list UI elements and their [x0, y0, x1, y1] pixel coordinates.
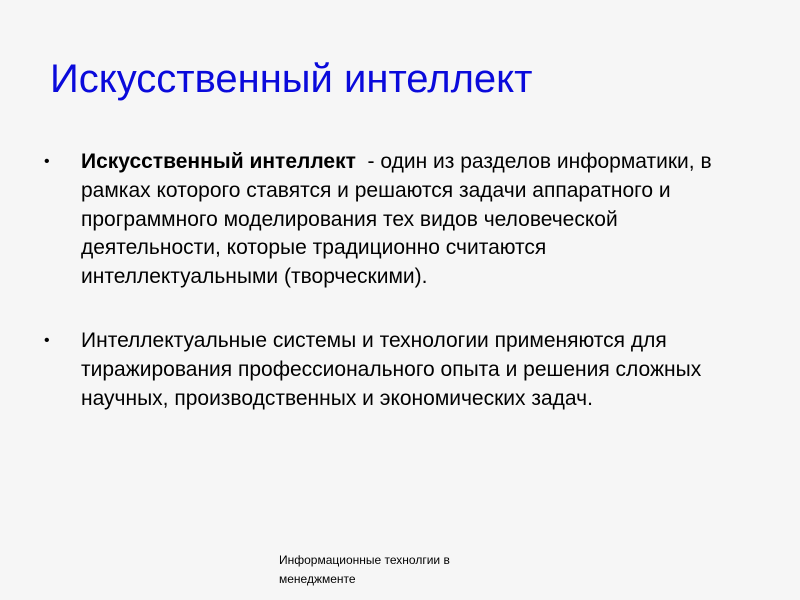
bullet-item-applications — [44, 327, 744, 413]
slide-footer: Информационные технолгии в менеджменте — [279, 553, 450, 586]
bullet-term: Искусственный интеллект — [81, 150, 356, 173]
bullet-item-definition — [44, 148, 744, 292]
slide-title: Искусственный интеллект — [50, 57, 533, 101]
bullet-list — [44, 148, 744, 413]
bullet-text: - один из разделов информатики, в рамках которого ставятся и решаются задачи аппаратного и программного моделирования тех видов человеческой деятельности, которые традиционно считаются интеллектуальными (творческими). — [81, 150, 718, 289]
bullet-text: Интеллектуальные системы и технологии применяются для тиражирования профессионального опыта и решения сложных научных, производственных и экономических задач. — [81, 328, 702, 410]
bullet-marker: • — [44, 331, 50, 349]
bullet-marker: • — [44, 153, 50, 170]
